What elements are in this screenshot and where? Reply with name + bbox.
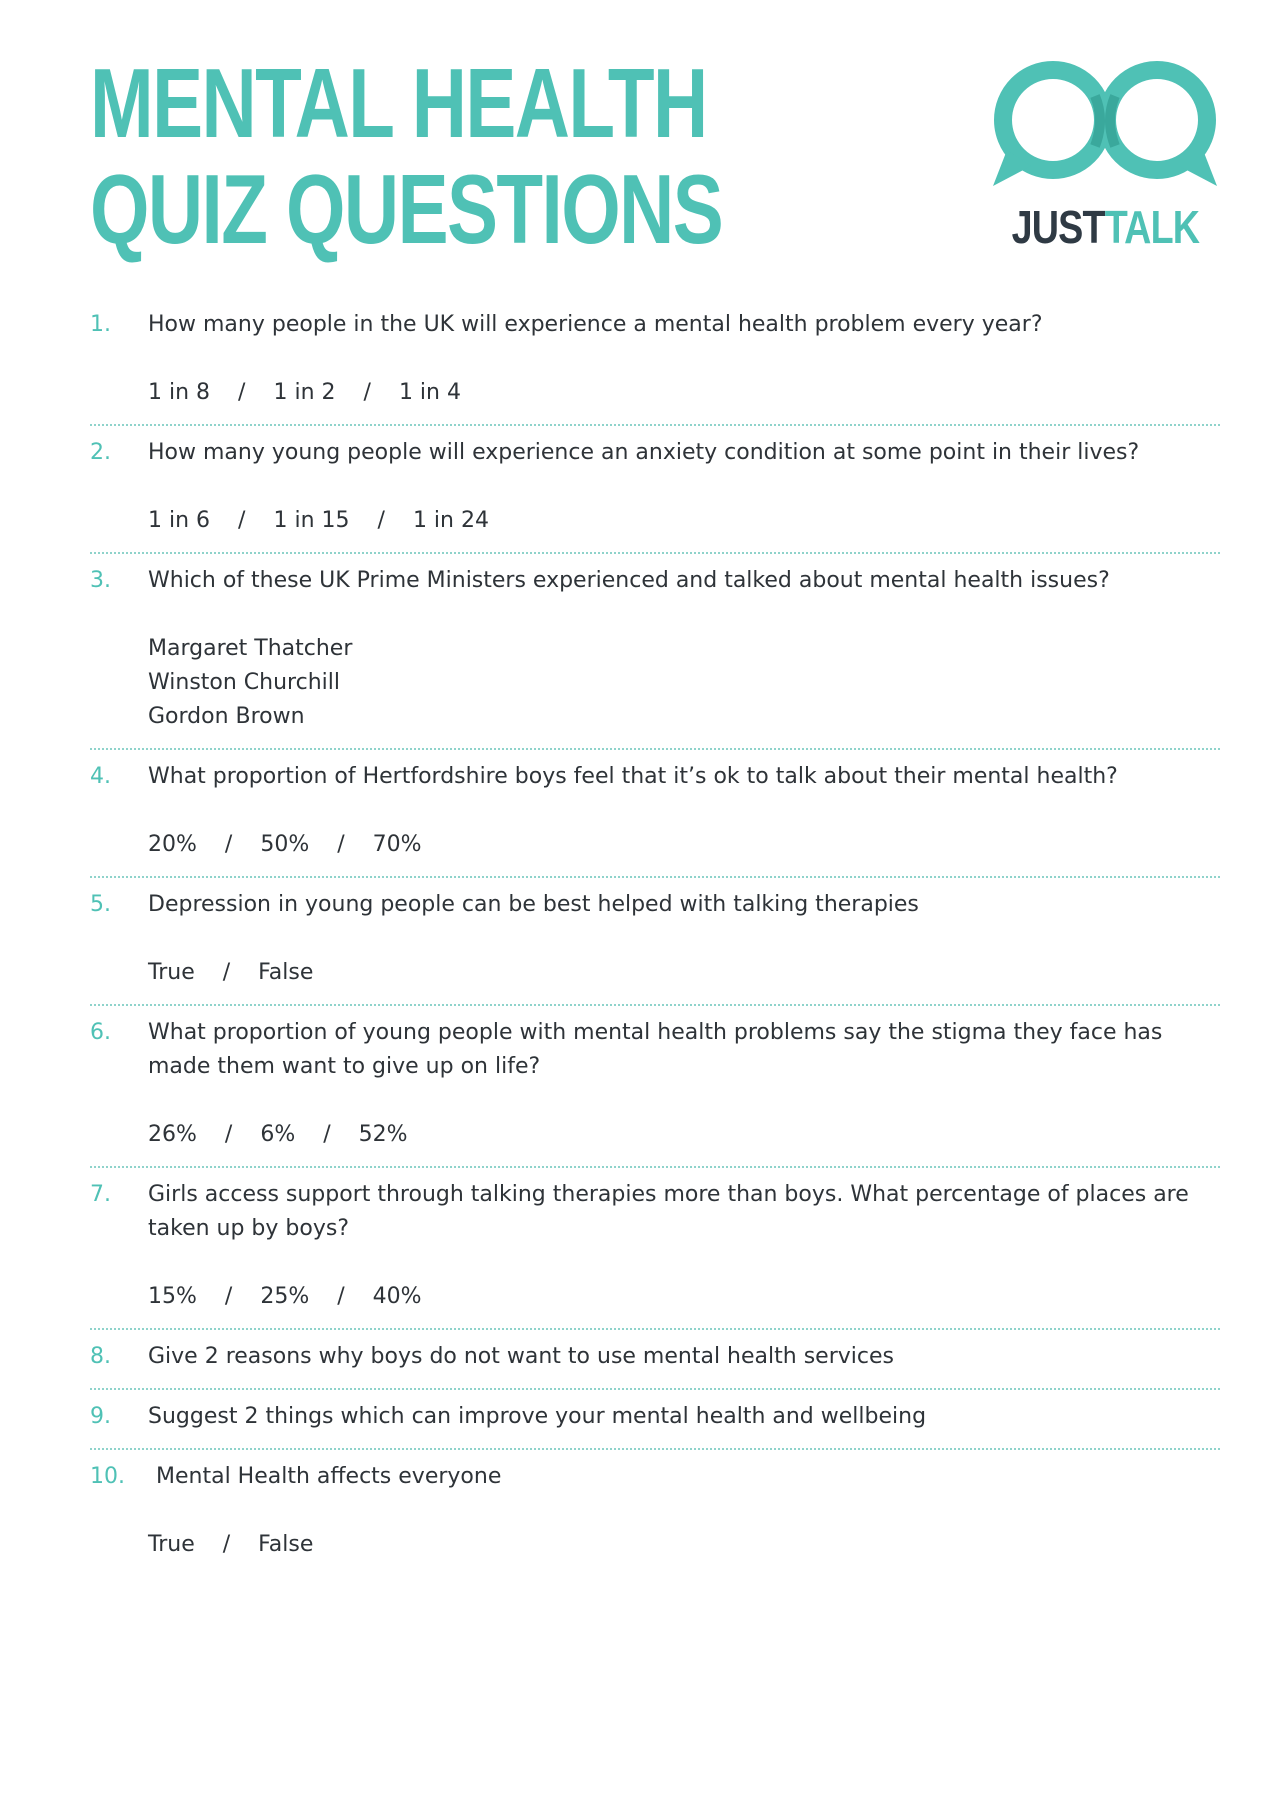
- option-separator: /: [224, 832, 233, 857]
- answer-options: [90, 1118, 1220, 1152]
- logo-word-talk: TALK: [1104, 201, 1199, 253]
- answer-options: [90, 632, 1220, 734]
- option-separator: /: [224, 1122, 233, 1147]
- just-talk-logo: [985, 58, 1225, 258]
- logo-word-just: JUST: [1011, 201, 1105, 253]
- question-5: [90, 878, 1220, 1006]
- question-text: What proportion of young people with mental health problems say the stigma they face has made them want to give up on life?: [148, 1020, 1163, 1079]
- question-number: 4.: [90, 764, 111, 789]
- answer-option: 52%: [358, 1122, 408, 1147]
- question-text: Suggest 2 things which can improve your mental health and wellbeing: [148, 1404, 927, 1429]
- answer-option: 1 in 6: [148, 508, 211, 533]
- answer-option: Margaret Thatcher: [148, 636, 353, 661]
- answer-option: 1 in 24: [412, 508, 489, 533]
- answer-options: [90, 376, 1220, 410]
- question-number: 1.: [90, 312, 111, 337]
- page-title: [90, 50, 722, 262]
- title-line-2: QUIZ QUESTIONS: [90, 154, 723, 264]
- answer-option: 70%: [372, 832, 422, 857]
- question-text: Which of these UK Prime Ministers experienced and talked about mental health issues?: [148, 568, 1110, 593]
- option-separator: /: [224, 1284, 233, 1309]
- answer-option: False: [258, 960, 314, 985]
- question-text: How many young people will experience an anxiety condition at some point in their lives?: [148, 440, 1140, 465]
- option-separator: /: [337, 1284, 345, 1309]
- question-text: Give 2 reasons why boys do not want to use mental health services: [148, 1344, 894, 1369]
- question-text: Depression in young people can be best helped with talking therapies: [148, 892, 919, 917]
- question-list: [90, 298, 1220, 1576]
- option-separator: /: [323, 1122, 331, 1147]
- speech-bubbles-infinity-icon: [985, 58, 1225, 198]
- question-6: [90, 1006, 1220, 1168]
- option-separator: /: [363, 380, 371, 405]
- answer-option: Gordon Brown: [148, 704, 305, 729]
- answer-option: 1 in 15: [273, 508, 350, 533]
- option-separator: /: [222, 960, 231, 985]
- answer-options: [90, 956, 1220, 990]
- question-text: Girls access support through talking therapies more than boys. What percentage of places are taken up by boys?: [148, 1182, 1189, 1241]
- question-text: What proportion of Hertfordshire boys feel that it’s ok to talk about their mental health?: [148, 764, 1118, 789]
- answer-option: 1 in 2: [273, 380, 336, 405]
- option-separator: /: [222, 1532, 231, 1557]
- question-1: [90, 298, 1220, 426]
- answer-options: [90, 1280, 1220, 1314]
- answer-option: 6%: [260, 1122, 296, 1147]
- option-separator: /: [238, 380, 246, 405]
- question-text: How many people in the UK will experience a mental health problem every year?: [148, 312, 1043, 337]
- question-9: [90, 1390, 1220, 1450]
- question-8: [90, 1330, 1220, 1390]
- question-text: Mental Health affects everyone: [156, 1464, 502, 1489]
- question-3: [90, 554, 1220, 750]
- answer-option: Winston Churchill: [148, 670, 340, 695]
- question-number: 3.: [90, 568, 111, 593]
- answer-option: 20%: [148, 832, 197, 857]
- logo-wordmark: [985, 200, 1225, 254]
- answer-option: False: [258, 1532, 314, 1557]
- answer-option: 1 in 8: [148, 380, 211, 405]
- answer-option: 50%: [260, 832, 310, 857]
- answer-option: True: [148, 1532, 195, 1557]
- answer-option: 40%: [372, 1284, 422, 1309]
- answer-options: [90, 504, 1220, 538]
- question-10: [90, 1450, 1220, 1576]
- answer-option: 25%: [260, 1284, 310, 1309]
- title-line-1: MENTAL HEALTH: [90, 48, 707, 158]
- answer-option: 15%: [148, 1284, 197, 1309]
- question-number: 2.: [90, 440, 111, 465]
- question-number: 9.: [90, 1404, 111, 1429]
- question-number: 10.: [90, 1464, 125, 1489]
- answer-options: [90, 828, 1220, 862]
- answer-options: [90, 1528, 1220, 1562]
- question-number: 6.: [90, 1020, 111, 1045]
- question-2: [90, 426, 1220, 554]
- question-4: [90, 750, 1220, 878]
- option-separator: /: [337, 832, 345, 857]
- question-number: 7.: [90, 1182, 111, 1207]
- option-separator: /: [238, 508, 246, 533]
- question-number: 5.: [90, 892, 111, 917]
- option-separator: /: [377, 508, 385, 533]
- answer-option: True: [148, 960, 195, 985]
- answer-option: 1 in 4: [398, 380, 461, 405]
- answer-option: 26%: [148, 1122, 197, 1147]
- question-number: 8.: [90, 1344, 111, 1369]
- question-7: [90, 1168, 1220, 1330]
